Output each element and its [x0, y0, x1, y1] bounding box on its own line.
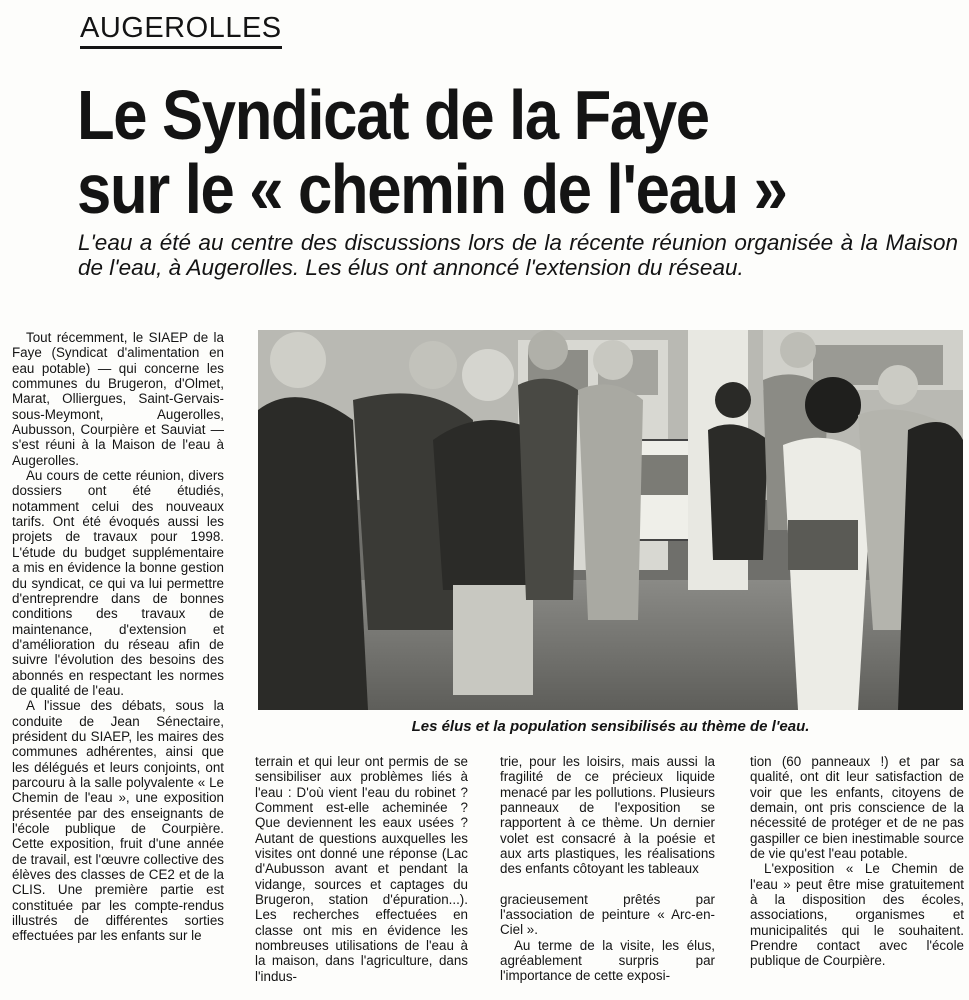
section-kicker: AUGEROLLES [80, 12, 282, 49]
paragraph: terrain et qui leur ont permis de se sensibiliser aux problèmes liés à l'eau : D'où vient l'eau du robinet ? Comment est-elle acheminée ? Que deviennent les eaux usées ? Autant de questions auxquelles les visites ont donné une réponse (Lac d'Aubusson avant et pendant la vidange, sources et captages du Brugeron, station d'épuration...). Les recherches effectuées en classe ont mis en évidence les nombreuses utilisations de l'eau à la maison, dans l'agriculture, dans l'indus- [255, 754, 468, 984]
paragraph: L'exposition « Le Chemin de l'eau » peut être mise gratuitement à la disposition des écoles, associations, organismes et municipalités qui le souhaitent. Prendre contact avec l'école publique de Courpière. [750, 861, 964, 969]
paragraph: trie, pour les loisirs, mais aussi la fragilité de ce précieux liquide menacé par les pollutions. Plusieurs panneaux de l'exposition se rapportent à ce thème. Un dernier volet est consacré à la poésie et aux arts plastiques, les réalisations des enfants côtoyant les tableaux [500, 754, 715, 877]
column-4 [750, 754, 964, 994]
article-photo [258, 330, 963, 710]
paragraph: Au terme de la visite, les élus, agréablement surpris par l'importance de cette exposi- [500, 937, 715, 984]
headline [77, 78, 851, 226]
column-1 [12, 330, 224, 995]
photo-caption: Les élus et la population sensibilisés au thème de l'eau. [411, 718, 810, 735]
headline-line-1: Le Syndicat de la Faye [77, 76, 709, 154]
paragraph: A l'issue des débats, sous la conduite de Jean Sénectaire, président du SIAEP, les maires des communes adhérentes, ainsi que les délégués et leurs conjoints, ont parcouru à la salle polyvalente « Le Chemin de l'eau », une exposition présentée par des enseignants de l'école publique de Courpière. Cette exposition, fruit d'une année de travail, est l'œuvre collective des élèves des classes de CE2 et de la CLIS. Une première partie est constituée par les compte-rendus illustrés de différentes sorties effectuées par les enfants sur le [12, 698, 224, 944]
lede: L'eau a été au centre des discussions lors de la récente réunion organisée à la Maison de l'eau, à Augerolles. Les élus ont annoncé l'extension du réseau. [78, 230, 958, 280]
paragraph: Au cours de cette réunion, divers dossiers ont été étudiés, notamment celui des nouveaux tarifs. Ont été évoqués aussi les projets de travaux pour 1998. L'étude du budget supplémentaire a mis en évidence la bonne gestion du syndicat, ce qui va lui permettre d'entreprendre dans de bonnes conditions des travaux de maintenance, d'extension et d'amélioration du réseau afin de suivre l'évolution des besoins des abonnés en respectant les normes de qualité de l'eau. [12, 468, 224, 698]
paragraph: Tout récemment, le SIAEP de la Faye (Syndicat d'alimentation en eau potable) — qui concerne les communes du Brugeron, d'Olmet, Marat, Olliergues, Saint-Gervais-sous-Meymont, Augerolles, Aubusson, Courpière et Sauviat — s'est réuni à la Maison de l'eau à Augerolles. [12, 330, 224, 468]
column-3 [500, 754, 715, 994]
paragraph: gracieusement prêtés par l'association de peinture « Arc-en-Ciel ». [500, 891, 715, 938]
paragraph: tion (60 panneaux !) et par sa qualité, ont dit leur satisfaction de voir que les enfants, citoyens de demain, ont pris conscience de la nécessité de protéger et de ne pas gaspiller ce bien inestimable source de vie qu'est l'eau potable. [750, 754, 964, 862]
headline-line-2: sur le « chemin de l'eau » [77, 150, 787, 228]
column-2 [255, 754, 468, 994]
photo-illustration [258, 330, 963, 710]
